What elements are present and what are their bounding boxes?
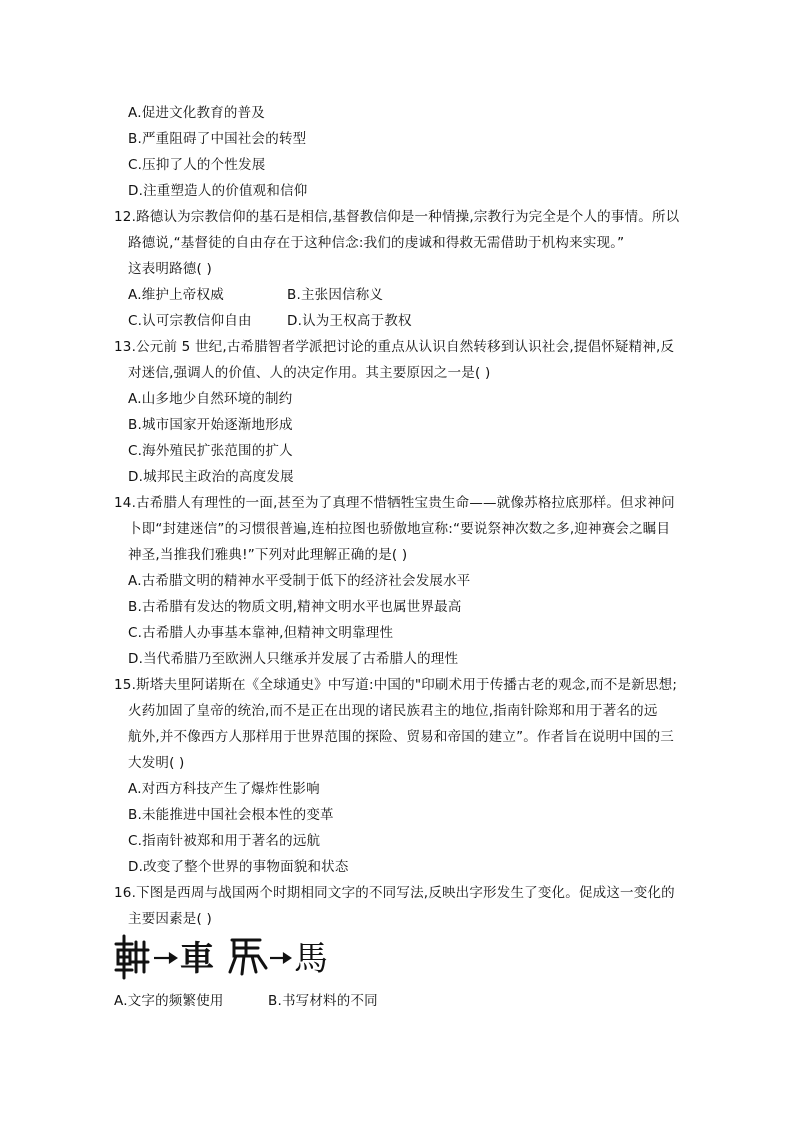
q11-option-c: C.压抑了人的个性发展 bbox=[128, 157, 266, 173]
script-evolution-figure bbox=[114, 932, 334, 982]
q13-option-a: A.山多地少自然环境的制约 bbox=[128, 391, 293, 407]
ancient-horse-glyph bbox=[230, 940, 266, 974]
q14-stem-line-2: 卜即“封建迷信”的习惯很普遍,连柏拉图也骄傲地宣称:“要说祭神次数之多,迎神赛会之瞩目 bbox=[128, 521, 671, 537]
q15-stem-line-2: 火药加固了皇帝的统治,而不是正在出现的诸民族君主的地位,指南针除郑和用于著名的远 bbox=[128, 703, 658, 719]
q14-stem-line-1: 14.古希腊人有理性的一面,甚至为了真理不惜牺牲宝贵生命——就像苏格拉底那样。但求神问 bbox=[114, 495, 675, 511]
q12-option-c: C.认可宗教信仰自由 bbox=[128, 313, 252, 329]
q16-stem-line-2: 主要因素是( ) bbox=[128, 911, 212, 927]
q12-stem-line-1: 12.路德认为宗教信仰的基石是相信,基督教信仰是一种情操,宗教行为完全是个人的事情。所以 bbox=[114, 209, 680, 225]
arrow-right-icon bbox=[270, 954, 290, 962]
q13-option-b: B.城市国家开始逐渐地形成 bbox=[128, 417, 293, 433]
q11-option-d: D.注重塑造人的价值观和信仰 bbox=[128, 183, 308, 199]
q14-option-a: A.古希腊文明的精神水平受制于低下的经济社会发展水平 bbox=[128, 573, 471, 589]
q16-stem-line-1: 16.下图是西周与战国两个时期相同文字的不同写法,反映出字形发生了变化。促成这一变化的 bbox=[114, 885, 675, 901]
warring-states-carriage-glyph: 車 bbox=[180, 939, 214, 979]
q12-option-d: D.认为王权高于教权 bbox=[287, 313, 412, 329]
warring-states-horse-glyph: 馬 bbox=[294, 939, 328, 979]
q16-option-a: A.文字的频繁使用 bbox=[114, 993, 224, 1009]
q13-option-c: C.海外殖民扩张范围的扩人 bbox=[128, 443, 293, 459]
q15-option-a: A.对西方科技产生了爆炸性影响 bbox=[128, 781, 320, 797]
arrow-right-icon bbox=[154, 954, 176, 962]
q13-stem-line-2: 对迷信,强调人的价值、人的决定作用。其主要原因之一是( ) bbox=[128, 365, 491, 381]
q12-option-b: B.主张因信称义 bbox=[287, 287, 384, 303]
q13-option-d: D.城邦民主政治的高度发展 bbox=[128, 469, 294, 485]
q11-option-b: B.严重阻碍了中国社会的转型 bbox=[128, 131, 307, 147]
q15-stem-line-3: 航外,并不像西方人那样用于世界范围的探险、贸易和帝国的建立”。作者旨在说明中国的三 bbox=[128, 729, 674, 745]
q14-option-d: D.当代希腊乃至欧洲人只继承并发展了古希腊人的理性 bbox=[128, 651, 459, 667]
q12-option-a: A.维护上帝权威 bbox=[128, 287, 224, 303]
q16-option-b: B.书写材料的不同 bbox=[268, 993, 378, 1009]
q15-option-d: D.改变了整个世界的事物面貌和状态 bbox=[128, 859, 349, 875]
q15-stem-line-1: 15.斯塔夫里阿诺斯在《全球通史》中写道:中国的"印刷术用于传播古老的观念,而不是新思想; bbox=[114, 677, 678, 693]
q13-stem-line-1: 13.公元前 5 世纪,古希腊智者学派把讨论的重点从认识自然转移到认识社会,提倡怀疑精神,反 bbox=[114, 339, 675, 355]
q14-option-c: C.古希腊人办事基本靠神,但精神文明靠理性 bbox=[128, 625, 394, 641]
q15-stem-line-4: 大发明( ) bbox=[128, 755, 185, 771]
q14-option-b: B.古希腊有发达的物质文明,精神文明水平也属世界最高 bbox=[128, 599, 462, 615]
q12-stem-line-3: 这表明路德( ) bbox=[128, 261, 212, 277]
q15-option-b: B.未能推进中国社会根本性的变革 bbox=[128, 807, 334, 823]
q14-stem-line-3: 神圣,当推我们雅典!”下列对此理解正确的是( ) bbox=[128, 547, 408, 563]
q11-option-a: A.促进文化教育的普及 bbox=[128, 105, 265, 121]
ancient-carriage-glyph bbox=[116, 936, 148, 978]
q12-stem-line-2: 路德说,“基督徒的自由存在于这种信念:我们的虔诚和得救无需借助于机构来实现。” bbox=[128, 235, 625, 251]
q15-option-c: C.指南针被郑和用于著名的远航 bbox=[128, 833, 321, 849]
